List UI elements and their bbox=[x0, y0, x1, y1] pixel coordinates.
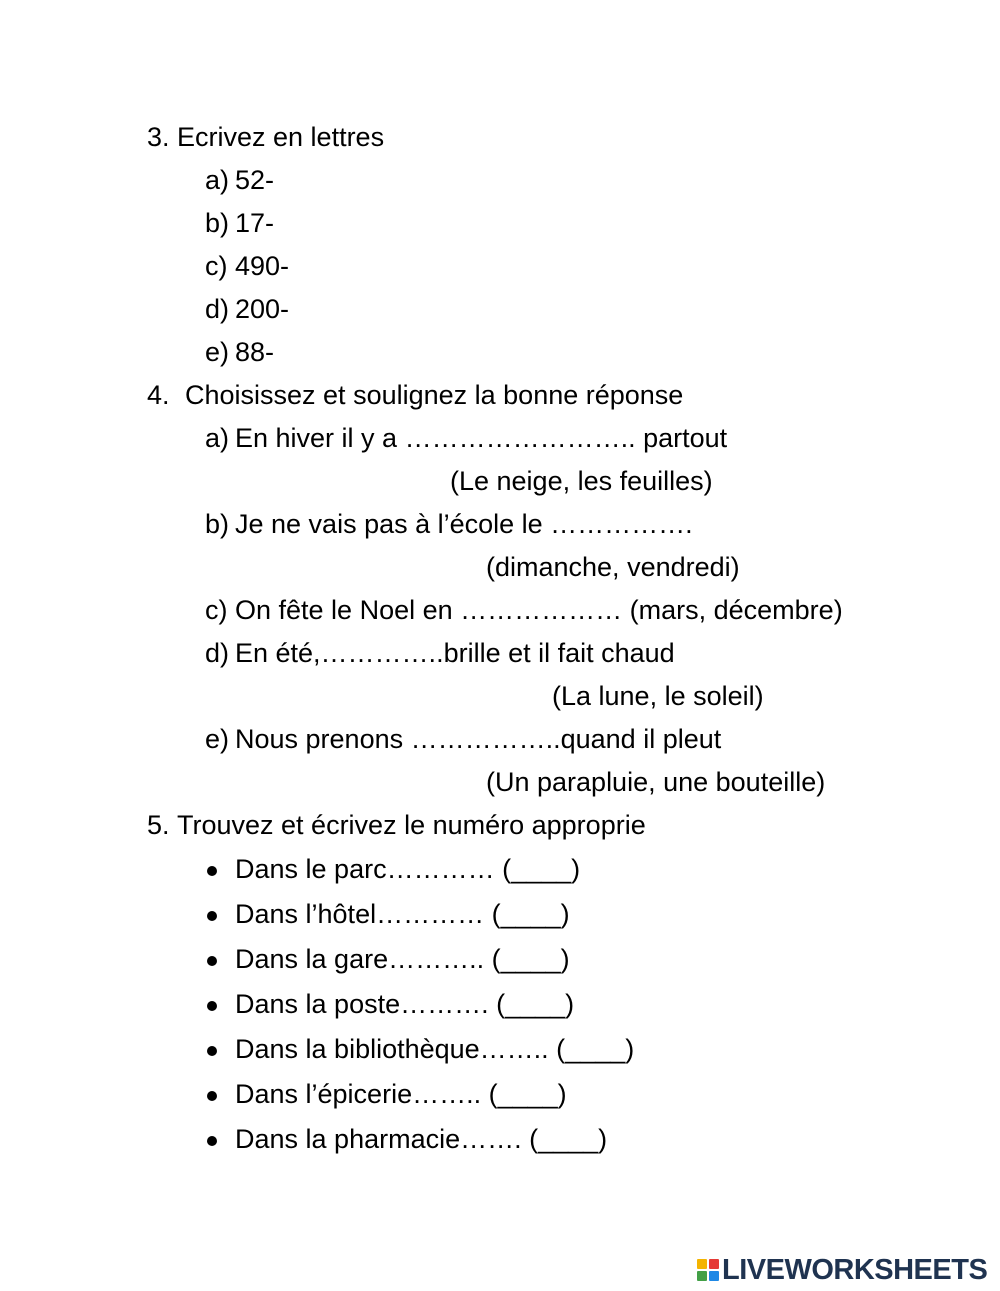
section-4-heading bbox=[147, 378, 683, 412]
section-5-item-pharmacie: Dans la pharmacie……. (____) bbox=[235, 1124, 608, 1154]
section-4-title: Choisissez et soulignez la bonne réponse bbox=[185, 380, 684, 410]
section-3-number: 3. bbox=[147, 122, 170, 152]
section-5-item-poste: Dans la poste………. (____) bbox=[235, 989, 575, 1019]
item-text: 88- bbox=[235, 337, 275, 367]
section-5-item-gare: Dans la gare……….. (____) bbox=[235, 944, 570, 974]
section-3-title: Ecrivez en lettres bbox=[177, 122, 385, 152]
item-text: 52- bbox=[235, 165, 275, 195]
logo-text: LIVEWORKSHEETS bbox=[722, 1253, 988, 1286]
logo-blocks-icon bbox=[697, 1259, 719, 1281]
logo-block bbox=[697, 1259, 707, 1269]
item-text: 490- bbox=[235, 251, 290, 281]
section-4-item-a-options: (Le neige, les feuilles) bbox=[450, 466, 713, 496]
section-3-item-b bbox=[205, 206, 274, 240]
bullet-icon bbox=[207, 1046, 217, 1056]
section-3-item-c bbox=[205, 249, 289, 283]
section-4-number: 4. bbox=[147, 380, 170, 410]
item-label: d) bbox=[205, 294, 230, 324]
section-5-title: Trouvez et écrivez le numéro approprie bbox=[177, 810, 646, 840]
item-text: 200- bbox=[235, 294, 290, 324]
bullet-icon bbox=[207, 911, 217, 921]
section-4-item-d bbox=[205, 636, 675, 670]
logo-block bbox=[697, 1271, 707, 1281]
section-5-item-parc: Dans le parc………… (____) bbox=[235, 854, 581, 884]
item-label: e) bbox=[205, 337, 230, 367]
item-text: En été,…………..brille et il fait chaud bbox=[235, 638, 675, 668]
item-text: Je ne vais pas à l’école le ……………. bbox=[235, 509, 693, 539]
bullet-icon bbox=[207, 956, 217, 966]
item-label: b) bbox=[205, 509, 230, 539]
item-text: 17- bbox=[235, 208, 275, 238]
item-label: a) bbox=[205, 165, 230, 195]
section-3-item-e bbox=[205, 335, 274, 369]
section-4-item-c bbox=[205, 593, 843, 627]
item-label: c) bbox=[205, 251, 228, 281]
bullet-icon bbox=[207, 1091, 217, 1101]
section-4-item-b bbox=[205, 507, 693, 541]
item-text: En hiver il y a …………………….. partout bbox=[235, 423, 728, 453]
logo-block bbox=[709, 1271, 719, 1281]
item-text: Nous prenons ……………..quand il pleut bbox=[235, 724, 722, 754]
section-5-item-bibliotheque: Dans la bibliothèque…….. (____) bbox=[235, 1034, 635, 1064]
section-3-item-a bbox=[205, 163, 274, 197]
section-4-item-a bbox=[205, 421, 727, 455]
bullet-icon bbox=[207, 1136, 217, 1146]
item-label: e) bbox=[205, 724, 230, 754]
bullet-icon bbox=[207, 866, 217, 876]
section-5-item-hotel: Dans l’hôtel………… (____) bbox=[235, 899, 570, 929]
section-5-heading bbox=[147, 808, 646, 842]
section-4-item-d-options: (La lune, le soleil) bbox=[552, 681, 764, 711]
section-3-item-d bbox=[205, 292, 289, 326]
item-label: d) bbox=[205, 638, 230, 668]
logo-block bbox=[709, 1259, 719, 1269]
section-4-item-e bbox=[205, 722, 721, 756]
section-5-item-epicerie: Dans l’épicerie…….. (____) bbox=[235, 1079, 567, 1109]
section-4-item-b-options: (dimanche, vendredi) bbox=[486, 552, 740, 582]
item-label: a) bbox=[205, 423, 230, 453]
section-5-number: 5. bbox=[147, 810, 170, 840]
item-label: b) bbox=[205, 208, 230, 238]
item-text: On fête le Noel en ……………… (mars, décembre) bbox=[235, 595, 843, 625]
section-4-item-e-options: (Un parapluie, une bouteille) bbox=[486, 767, 826, 797]
section-3-heading bbox=[147, 120, 384, 154]
bullet-icon bbox=[207, 1001, 217, 1011]
item-label: c) bbox=[205, 595, 228, 625]
liveworksheets-logo[interactable] bbox=[697, 1253, 987, 1287]
